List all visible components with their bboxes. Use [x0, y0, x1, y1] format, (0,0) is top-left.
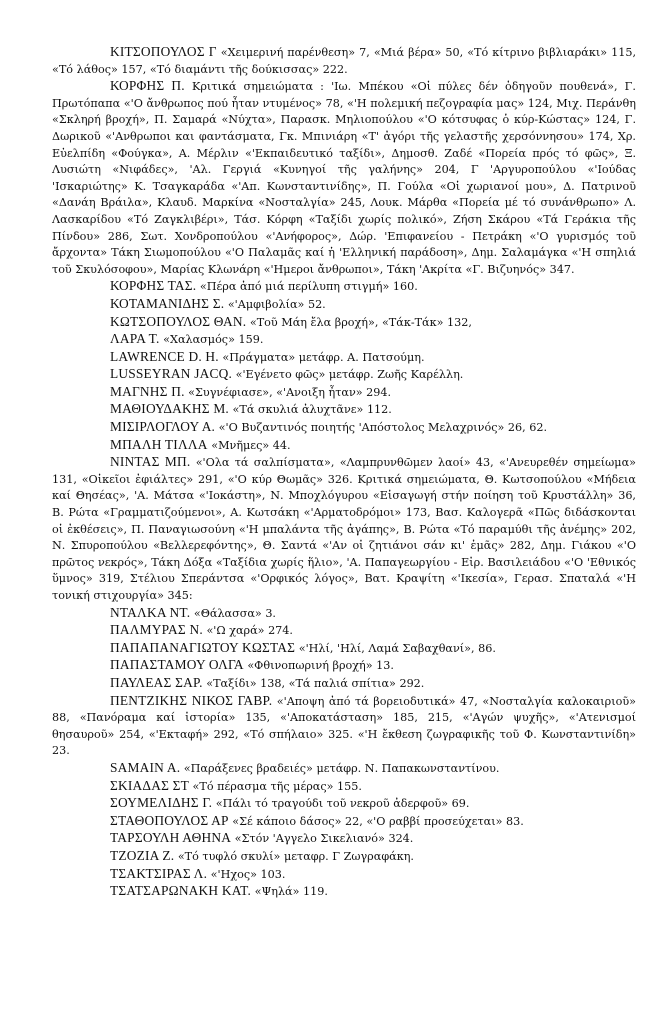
entry-text: «Φθινοπωρινή βροχή» 13. [243, 659, 394, 673]
entry-text: «'Ο Βυζαντινός ποιητής 'Απόστολος Μελαχρινός» 26, 62. [215, 421, 548, 435]
index-entry [52, 813, 636, 831]
index-entry [52, 675, 636, 693]
entry-text: «Στόν 'Αγγελο Σικελιανό» 324. [231, 832, 414, 846]
entry-text: «Ταξίδι» 138, «Τά παλιά σπίτια» 292. [202, 676, 425, 690]
index-entry [52, 605, 636, 623]
index-entry [52, 866, 636, 884]
index-entry [52, 848, 636, 866]
author-name: ΠΑΥΛΕΑΣ ΣΑΡ. [110, 674, 203, 690]
author-name: ΠΑΠΑΠΑΝΑΓΙΩΤΟΥ ΚΩΣΤΑΣ [110, 639, 296, 655]
entry-text: «Χαλασμός» 159. [159, 333, 264, 347]
author-name: ΚΩΤΣΟΠΟΥΛΟΣ ΘΑΝ. [110, 313, 247, 329]
entry-text: «Ψηλά» 119. [251, 885, 328, 899]
entry-text: «Τά σκυλιά ἀλυχτᾶνε» 112. [228, 403, 392, 417]
author-name: LUSSEYRAN JACQ. [110, 366, 233, 382]
author-name: ΜΑΓΝΗΣ Π. [110, 383, 185, 399]
author-name: ΤΣΑΤΣΑΡΩΝΑΚΗ ΚΑΤ. [110, 883, 252, 899]
entry-text: «Πάλι τό τραγούδι τοῦ νεκροῦ ἀδερφοῦ» 69. [212, 797, 470, 811]
author-name: ΚΟΤΑΜΑΝΙΔΗΣ Σ. [110, 295, 225, 311]
index-entry [52, 349, 636, 367]
index-entry [52, 296, 636, 314]
entry-text: Κριτικά σημειώματα : 'Ιω. Μπέκου «Οἱ πύλες δέν ὁδηγοῦν πουθενά», Γ. Πρωτόπαπα «'Ο ἄνθρωπος πού ἦταν ντυμένος» 78, «'Η πολεμική πεζογραφία μας» 124, Μιχ. Περάνθη «Σκληρή βροχή», Π. Σαμαρά «Νύχτα», Παρασκ. Μηλιοπούλου «'Ο κότσυφας ὁ κύρ-Κώστας» 124, Γ. Δωρικοῦ «'Ανθρωποι και φαντάσματα, Γκ. Μπινιάρη «Τ' ἀγόρι τῆς γελαστῆς χερσόννησου» 174, Χρ. Εὐελπίδη «Φούγκα», Α. Μέρλιν «'Εκπαιδευτικό ταξίδι», Δημοσθ. Ζαδέ «Πορεία πρός τό φῶς», Ξ. Λυσιώτη «Νιφάδες», 'Αλ. Γεργιά «Κυνηγοί τῆς γαλήνης» 204, Γ 'Αργυροπούλου «'Ιούδας 'Ισκαριώτης» Κ. Τσαγκαράδα «'Απ. Κωνσταντινίδης», Π. Γούλα «Οἱ χωριανοί μου», Δ. Πατρινοῦ «Δανάη Βράιλα», Κλαυδ. Μαρκίνα «Νοσταλγία» 245, Λουκ. Μάρθα «Πορεία μέ τό συνάνθρωπο» Λ. Λασκαρίδου «Τό Ζαγκλιβέρι», Τάσ. Κόρφη «Ταξίδι χωρίς πολικό», Ζήση Σκάρου «Τά Γεράκια τῆς Πίνδου» 286, Σωτ. Χονδροπούλου «'Ανήφορος», Δώρ. 'Επιφανείου - Πετράκη «'Ο γυρισμός τοῦ ἄρχοντα» Τάκη Σιωμοπούλου «'Ο Παλαμᾶς καί ἡ 'Ελληνική παράδοση», Δημ. Σαλαμάγκα «'Η σπηλιά τοῦ Σκυλόσοφου», Μαρίας Κλωνάρη «'Ημεροι ἄνθρωποι», Τάκη 'Ακρίτα «Γ. Βιζυηνός» 347. [52, 80, 636, 276]
author-name: LAWRENCE D. H. [110, 348, 219, 364]
index-entry [52, 401, 636, 419]
entry-text: «'Ω χαρά» 274. [202, 624, 293, 638]
entry-text: «'Ηλί, 'Ηλί, Λαμά Σαβαχθανί», 86. [295, 641, 496, 655]
author-name: ΠΑΛΜΥΡΑΣ Ν. [110, 622, 203, 638]
author-name: ΣΟΥΜΕΛΙΔΗΣ Γ. [110, 795, 213, 811]
author-name: SAMAIN A. [110, 759, 181, 775]
author-name: ΤΑΡΣΟΥΛΗ ΑΘΗΝΑ [110, 830, 232, 846]
entry-text: «Σέ κάποιο δάσος» 22, «'Ο ραββί προσεύχεται» 83. [228, 814, 524, 828]
entry-text: «Τό πέρασμα τῆς μέρας» 155. [189, 779, 362, 793]
author-name: ΠΕΝΤΖΙΚΗΣ ΝΙΚΟΣ ΓΑΒΡ. [110, 692, 273, 708]
index-entry [52, 760, 636, 778]
entry-text: «Πράγματα» μετάφρ. Α. Πατσούμη. [218, 350, 425, 364]
entry-text: «Πέρα ἀπό μιά περίλυπη στιγμή» 160. [196, 280, 418, 294]
author-name: ΝΤΑΛΚΑ ΝΤ. [110, 604, 191, 620]
index-entry [52, 278, 636, 296]
index-entry [52, 44, 636, 78]
author-name: ΚΟΡΦΗΣ ΤΑΣ. [110, 278, 197, 294]
entry-text: «'Αμφιβολία» 52. [224, 297, 326, 311]
entry-text: «'Αποψη ἀπό τά βορειοδυτικά» 47, «Νοσταλγία καλοκαιριοῦ» 88, «Πανόραμα καί ἱστορία» 135, «'Αποκατάσταση» 185, 215, «'Αγών ψυχῆς», «'Ατενισμοί θησαυροῦ» 254, «'Εκταφή» 292, «Τό σπήλαιο» 325. «'Η ἔκθεση ζωγραφικῆς τοῦ Φ. Κωνσταντινίδη» 23. [52, 694, 636, 758]
author-name: ΣΚΙΑΔΑΣ ΣΤ [110, 777, 189, 793]
author-name: ΤΖΟΖΙΑ Ζ. [110, 847, 175, 863]
entry-text: «Συγνέφιασε», «'Ανοιξη ἦταν» 294. [184, 385, 392, 399]
index-entry [52, 883, 636, 901]
index-entry [52, 78, 636, 278]
index-entry [52, 437, 636, 455]
entry-text: «Τό τυφλό σκυλί» μεταφρ. Γ Ζωγραφάκη. [174, 849, 414, 863]
index-entry [52, 778, 636, 796]
index-entry [52, 693, 636, 760]
author-name: ΜΑΘΙΟΥΔΑΚΗΣ Μ. [110, 401, 229, 417]
entry-text: «Τοῦ Μάη ἔλα βροχή», «Τάκ-Τάκ» 132, [246, 315, 472, 329]
entry-text: «'Εγένετο φῶς» μετάφρ. Ζωῆς Καρέλλη. [232, 368, 464, 382]
index-entry [52, 331, 636, 349]
index-entry [52, 384, 636, 402]
author-name: ΚΟΡΦΗΣ Π. [110, 78, 185, 94]
author-name: ΜΙΣΙΡΛΟΓΛΟΥ Α. [110, 419, 216, 435]
entry-text: «Μνῆμες» 44. [207, 438, 291, 452]
index-entry [52, 622, 636, 640]
index-entry [52, 657, 636, 675]
entry-text: «Παράξενες βραδειές» μετάφρ. Ν. Παπακωνσταντίνου. [180, 761, 500, 775]
author-name: ΝΙΝΤΑΣ ΜΠ. [110, 454, 191, 470]
index-entry [52, 640, 636, 658]
entry-text: «Θάλασσα» 3. [190, 606, 276, 620]
index-entry [52, 454, 636, 604]
author-name: ΤΣΑΚΤΣΙΡΑΣ Λ. [110, 865, 208, 881]
index-entry [52, 314, 636, 332]
index-entry [52, 419, 636, 437]
author-name: ΛΑΡΑ Τ. [110, 331, 160, 347]
author-name: ΜΠΑΛΗ ΤΙΛΛΑ [110, 436, 208, 452]
author-name: ΣΤΑΘΟΠΟΥΛΟΣ ΑΡ [110, 812, 229, 828]
entry-text: «'Ολα τά σαλπίσματα», «Λαμπρυνθῶμεν λαοί» 43, «'Ανευρεθέν σημείωμα» 131, «Οἰκεῖοι ἐφιάλτες» 291, «'Ο κύρ Θωμᾶς» 326. Κριτικά σημειώματα, Θ. Κωτσοπούλου «Μήδεια καί Θησέας», 'Α. Μάτσα «'Ιοκάστη», Ν. Μποχλόγυρου «Εἰσαγωγή στήν ποίηση τοῦ Κρυστάλλη» 36, Β. Ρώτα «Γραμματιζούμενοι», Α. Κωτσάκη «'Αρματοδρόμοι» 173, Βασ. Καλογερᾶ «Πῶς διδάσκονται οἱ ἐκθέσεις», Π. Παναγιωσούνη «'Η μπαλάντα τῆς ἀγάπης», Β. Ρώτα «Τό παραμύθι τῆς ἀνέμης» 202, Ν. Σπυροπούλου «Βελλερεφόντης», Θ. Σαντά «'Αν οἱ ζητιάνοι σάν κι' ἐμᾶς» 282, Δημ. Γιάκου «'Ο πρῶτος νεκρός», Τάκη Δόξα «Ταξίδια χωρίς ἥλιο», 'Α. Παπαγεωργίου - Εἰρ. Βασιλειάδου «'Ο 'Εθνικός ὕμνος» 319, Στέλιου Σπεράντσα «'Ορφικός λόγος», Βατ. Κραψίτη «'Ικεσία», Γερασ. Σπαταλά «'Η τονική στιχουργία» 345: [52, 456, 636, 602]
author-name: ΚΙΤΣΟΠΟΥΛΟΣ Γ [110, 44, 217, 59]
entry-text: «Χειμερινή παρένθεση» 7, «Μιά βέρα» 50, «Τό κίτρινο βιβλιαράκι» 115, «Τό λάθος» 157, «Τό διαμάντι τῆς δούκισσας» 222. [52, 46, 637, 76]
index-entry [52, 830, 636, 848]
index-entry [52, 366, 636, 384]
entry-text: «'Ηχος» 103. [207, 867, 286, 881]
index-entry [52, 795, 636, 813]
author-name: ΠΑΠΑΣΤΑΜΟΥ ΟΛΓΑ [110, 657, 244, 673]
